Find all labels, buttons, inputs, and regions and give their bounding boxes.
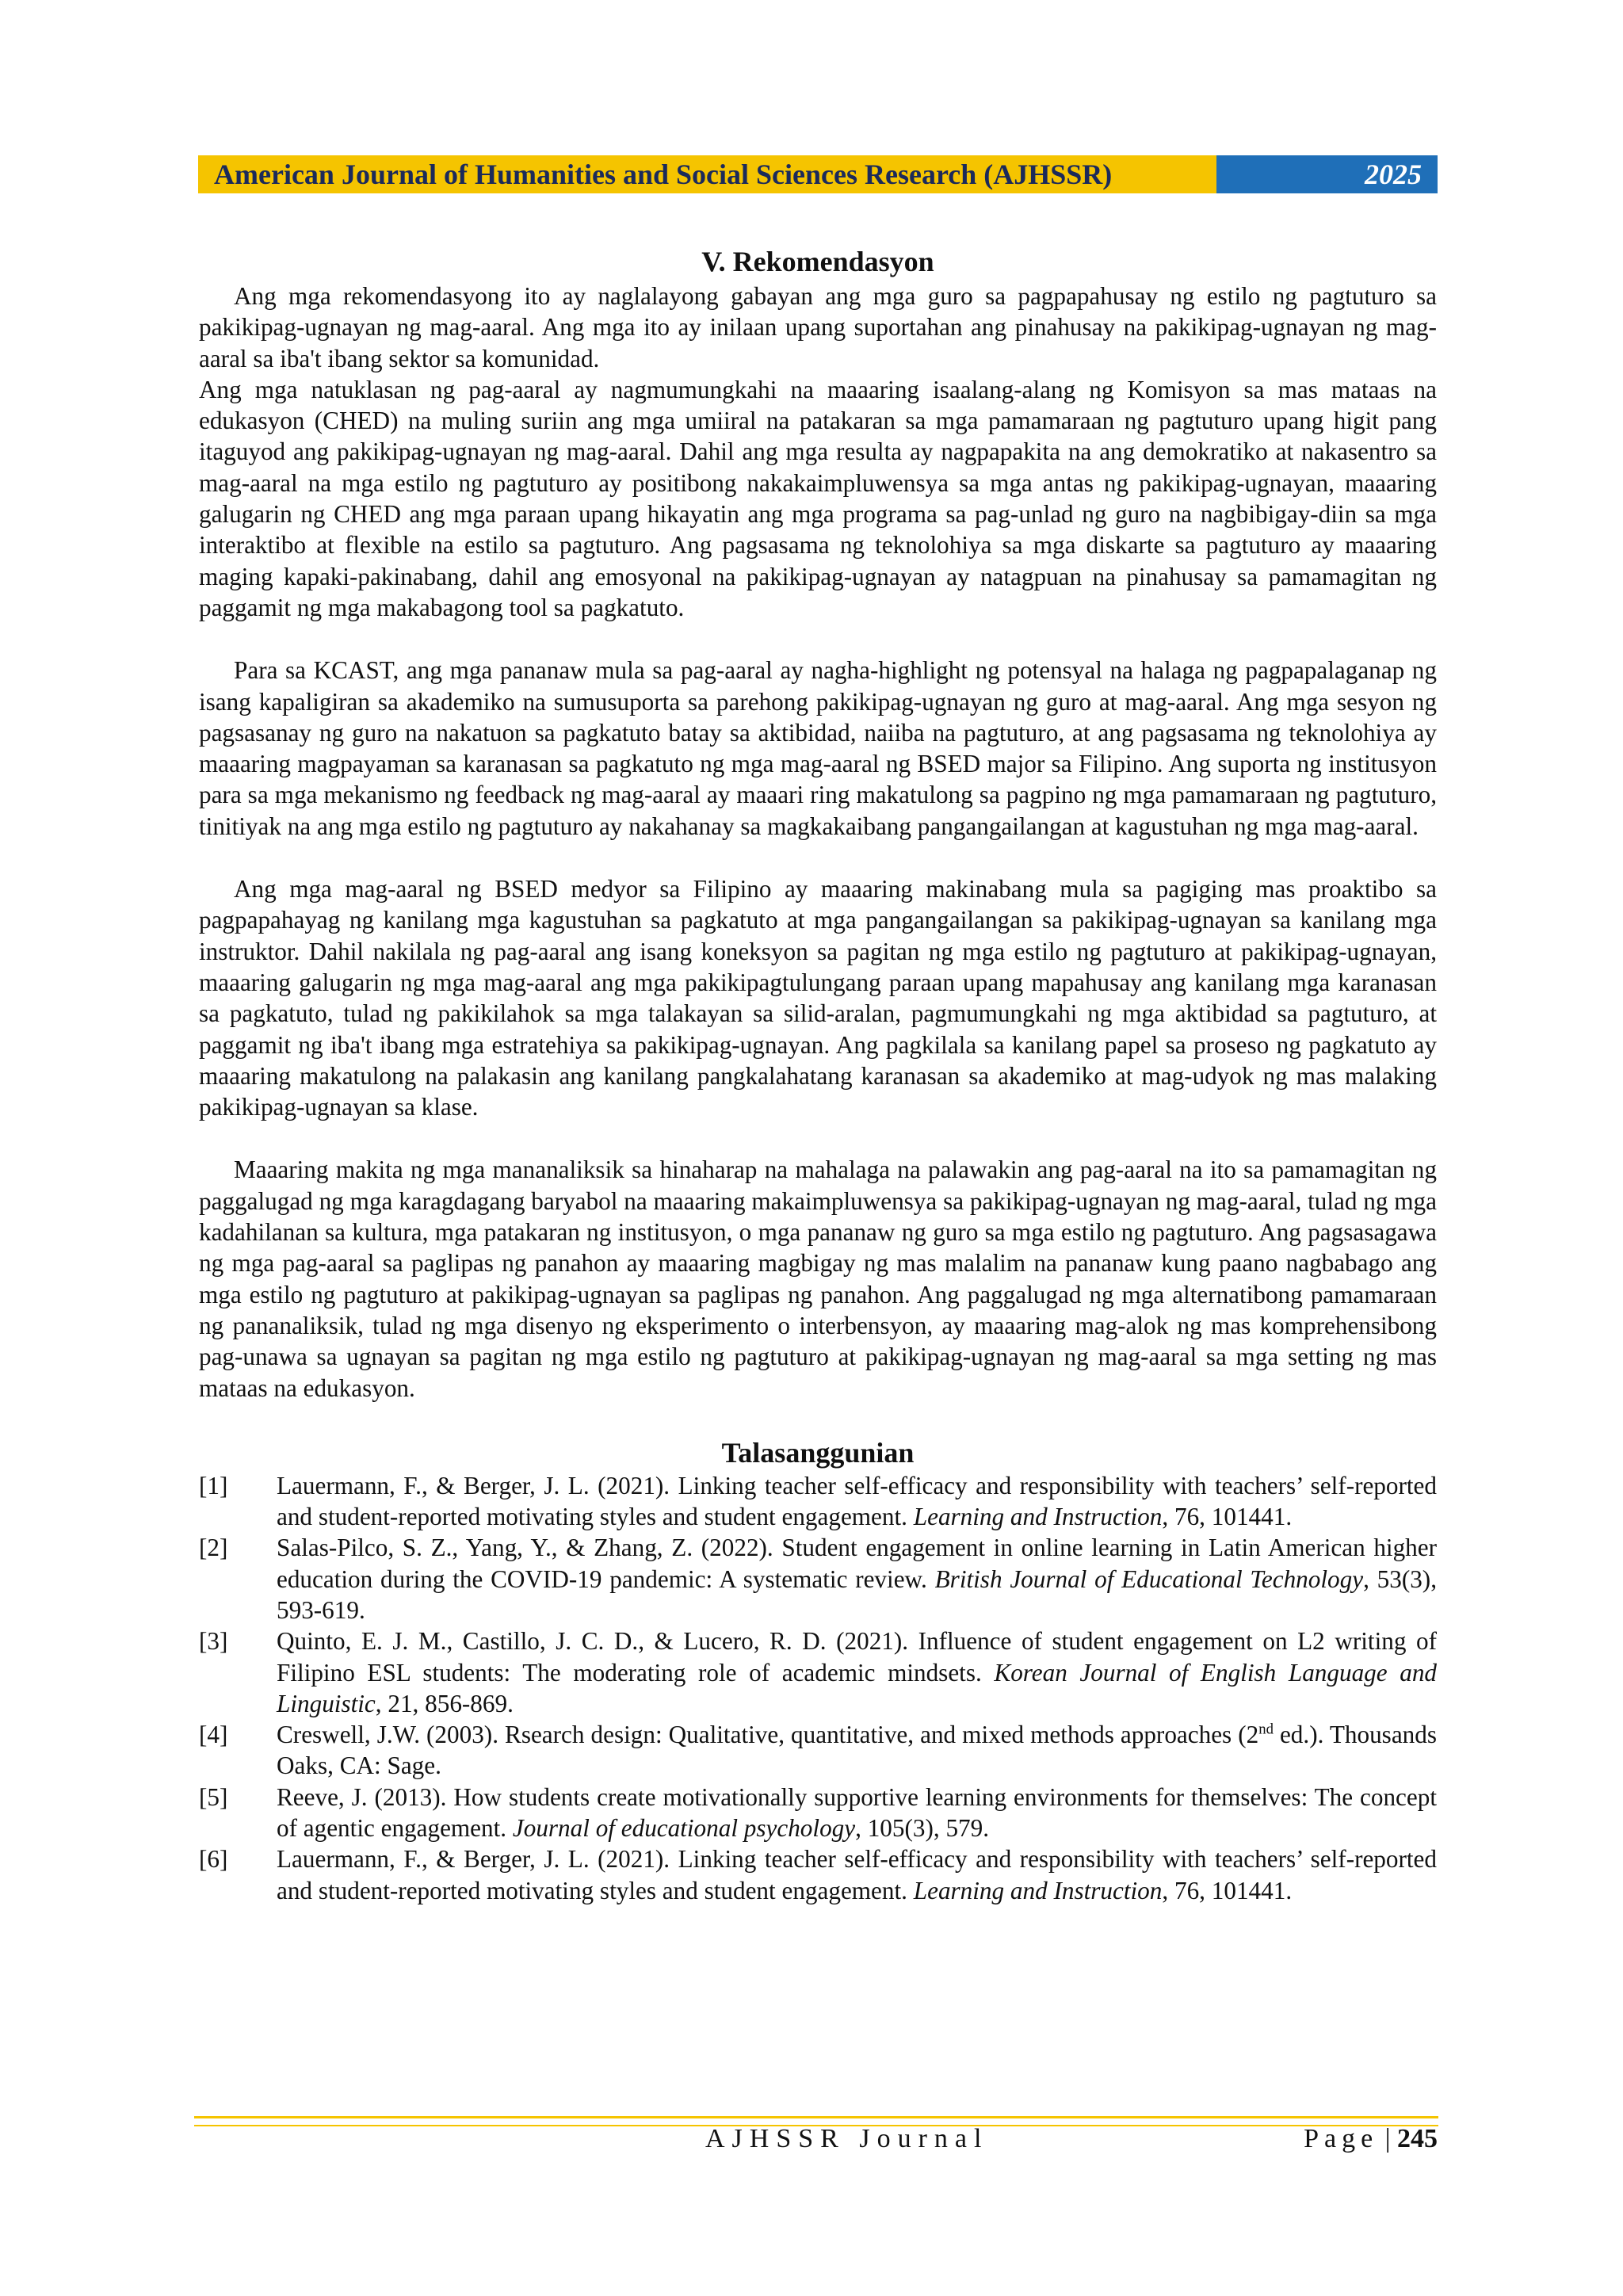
reference-number: [6] (199, 1845, 228, 1874)
paragraph-4: Ang mga mag-aaral ng BSED medyor sa Filipino ay maaaring makinabang mula sa pagiging mas proaktibo sa pagpapahayag ng kanilang mga kagustuhan sa pagkatuto at mga pangangailangan sa pakikipag-ugnayan sa kanilang mga instruktor. Dahil nakilala ng pag-aaral ang isang koneksyon sa pagitan ng mga estilo ng pagtuturo at pakikipag-ugnayan, maaaring galugarin ng mga mag-aaral ang mga pakikipagtulungang paraan upang mapahusay ang kanilang mga karanasan sa pagkatuto, tulad ng pakikilahok sa mga talakayan sa silid-aralan, pagmumungkahi ng mga aktibidad sa pagtuturo, at paggamit ng iba't ibang mga estratehiya sa pakikipag-ugnayan. Ang pagkilala sa kanilang papel sa proseso ng pagkatuto ay maaaring makatulong na palakasin ang kanilang pangkalahatang karanasan sa akademiko at mag-udyok ng mas malaking pakikipag-ugnayan sa klase. (199, 875, 1437, 1121)
footer-page-number (1304, 2124, 1438, 2154)
reference-publisher: ed.). Thousands Oaks, CA: Sage. (277, 1721, 1437, 1780)
reference-text (277, 1532, 1437, 1626)
reference-authors-title: Creswell, J.W. (2003). Rsearch design: Qualitative, quantitative, and mixed methods approaches (2 (277, 1721, 1259, 1749)
reference-number: [1] (199, 1471, 228, 1499)
reference-text (277, 1470, 1437, 1533)
reference-authors-title: Lauermann, F., & Berger, J. L. (2021). Linking teacher self-efficacy and responsibility with teachers’ self-reported and student-reported motivating styles and student engagement. (277, 1471, 1437, 1531)
reference-authors-title: Reeve, J. (2013). How students create motivationally supportive learning environments for themselves: The concept of agentic engagement. (277, 1782, 1437, 1843)
reference-superscript: nd (1258, 1721, 1274, 1738)
footer-journal-name: AJHSSR Journal (705, 2124, 989, 2153)
section-heading: V. Rekomendasyon (701, 246, 934, 277)
reference-text (277, 1719, 1437, 1782)
paragraph-5: Maaaring makita ng mga mananaliksik sa hinaharap na mahalaga na palawakin ang pag-aaral na ito sa pamamagitan ng paggalugad ng mga karagdagang baryabol na maaaring makaimpluwensya sa pakikipag-ugnayan ng mag-aaral, tulad ng mga kadahilanan sa kultura, mga patakaran ng institusyon, o mga pananaw ng guro sa mga estilo ng pagtuturo. Ang pagsasagawa ng mga pag-aaral sa paglipas ng panahon ay maaaring magbigay ng mas malalim na pananaw kung paano nagbabago ang mga estilo ng pagtuturo at pakikipag-ugnayan sa paglipas ng panahon. Ang paggalugad ng mga alternatibong pamamaraan ng pananaliksik, tulad ng mga disenyo ng eksperimento o interbensyon, ay maaaring mag-alok ng mas komprehensibong pag-unawa sa ugnayan sa pagitan ng mga estilo ng pagtuturo at pakikipag-ugnayan ng mag-aaral sa mga setting ng mas mataas na edukasyon. (199, 1156, 1437, 1402)
reference-item (199, 1843, 1437, 1906)
reference-text (277, 1626, 1437, 1719)
reference-item (199, 1532, 1437, 1626)
reference-text (277, 1782, 1437, 1844)
page-separator: | (1384, 2124, 1391, 2153)
reference-number: [4] (199, 1721, 228, 1749)
reference-item (199, 1782, 1437, 1844)
reference-volume: , 105(3), 579. (855, 1814, 990, 1843)
reference-journal: Learning and Instruction (913, 1876, 1163, 1904)
journal-header (198, 155, 1438, 193)
page-number: 245 (1397, 2124, 1438, 2153)
page-footer (198, 2124, 1438, 2160)
reference-journal: Learning and Instruction (913, 1503, 1163, 1531)
reference-authors-title: Lauermann, F., & Berger, J. L. (2021). Linking teacher self-efficacy and responsibility with teachers’ self-reported and student-reported motivating styles and student engagement. (277, 1845, 1437, 1904)
reference-authors-title: Quinto, E. J. M., Castillo, J. C. D., & Lucero, R. D. (2021). Influence of student engagement on L2 writing of Filipino ESL students: The moderating role of academic mindsets. (277, 1627, 1437, 1687)
paragraph-2: Ang mga natuklasan ng pag-aaral ay nagmumungkahi na maaaring isaalang-alang ng Komisyon sa mas mataas na edukasyon (CHED) na muling suriin ang mga umiiral na patakaran sa mga pamamaraan ng pagtuturo upang higit pang itaguyod ang pakikipag-ugnayan ng mag-aaral. Dahil ang mga resulta ay nagpapakita na ang demokratiko at nakasentro sa mag-aaral na mga estilo ng pagtuturo ay positibong nakakaimpluwensya sa mga antas ng pakikipag-ugnayan, maaaring galugarin ng CHED ang mga paraan upang hikayatin ang mga programa sa pag-unlad ng guro na nagbibigay-diin sa mga interaktibo at flexible na estilo sa pagtuturo. Ang pagsasama ng teknolohiya sa mga diskarte sa pagtuturo ay maaaring maging kapaki-pakinabang, dahil ang emosyonal na pakikipag-ugnayan ay natagpuan na pinahusay sa pamamagitan ng paggamit ng mga makabagong tool sa pagkatuto. (199, 375, 1437, 621)
reference-number: [5] (199, 1782, 228, 1811)
page-label: Page (1304, 2124, 1379, 2153)
reference-journal: Korean Journal of English Language and Linguistic (277, 1658, 1438, 1717)
journal-year: 2025 (1216, 155, 1438, 193)
reference-volume: , 53(3), 593-619. (277, 1564, 1437, 1624)
reference-volume: , 76, 101441. (1162, 1876, 1293, 1904)
reference-authors-title: Salas-Pilco, S. Z., Yang, Y., & Zhang, Z. (2022). Student engagement in online learning in Latin American higher education during the COVID-19 pandemic: A systematic review. (277, 1534, 1437, 1593)
reference-number: [3] (199, 1627, 228, 1656)
reference-text (277, 1843, 1437, 1906)
reference-item (199, 1719, 1437, 1782)
journal-title: American Journal of Humanities and Social Sciences Research (AJHSSR) (198, 155, 1216, 193)
paragraph-1: Ang mga rekomendasyong ito ay naglalayong gabayan ang mga guro sa pagpapahusay ng estilo ng pagtuturo sa pakikipag-ugnayan ng mag-aaral. Ang mga ito ay inilaan upang suportahan ang pinahusay na pakikipag-ugnayan ng mag-aaral sa iba't ibang sektor sa komunidad. (199, 282, 1437, 372)
references-heading: Talasanggunian (721, 1436, 915, 1469)
reference-item (199, 1470, 1437, 1533)
reference-item (199, 1626, 1437, 1719)
reference-volume: , 21, 856-869. (375, 1689, 514, 1717)
reference-journal: Journal of educational psychology (512, 1814, 856, 1843)
reference-volume: , 76, 101441. (1162, 1503, 1293, 1531)
reference-number: [2] (199, 1534, 228, 1562)
page-content (199, 244, 1437, 1906)
paragraph-3: Para sa KCAST, ang mga pananaw mula sa pag-aaral ay nagha-highlight ng potensyal na halaga ng pagpapalaganap ng isang kapaligiran sa akademiko na sumusuporta sa parehong pakikipag-ugnayan ng guro at mag-aaral. Ang mga sesyon ng pagsasanay ng guro na nakatuon sa pagkatuto batay sa aktibidad, naiiba na pagtuturo, at ang pagsasama ng teknolohiya ay maaaring magpayaman sa karanasan sa pagkatuto ng mga mag-aaral ng BSED major sa Filipino. Ang suporta ng institusyon para sa mga mekanismo ng feedback ng mag-aaral ay maaari ring makatulong sa pagpino ng mga pamamaraan ng pagtuturo, tinitiyak na ang mga estilo ng pagtuturo ay nakahanay sa magkakaibang pangangailangan at kagustuhan ng mga mag-aaral. (199, 656, 1437, 840)
reference-journal: British Journal of Educational Technology (934, 1564, 1364, 1593)
